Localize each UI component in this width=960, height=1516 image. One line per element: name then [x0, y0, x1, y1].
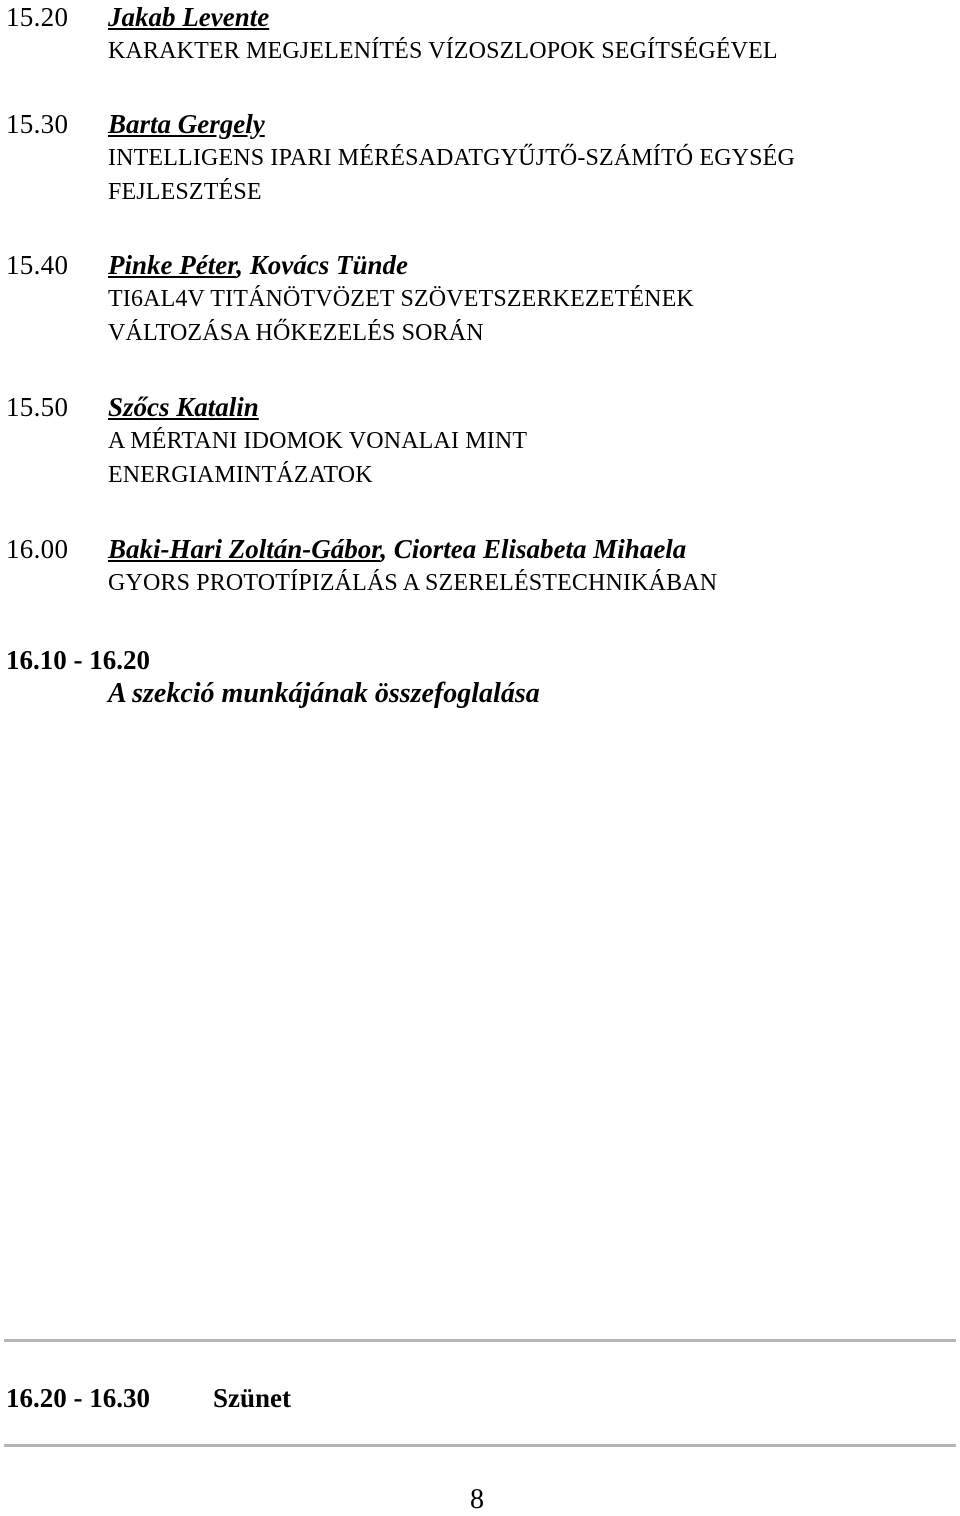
entry-authors	[108, 532, 686, 566]
entry-time: 15.20	[6, 2, 69, 32]
entry-title-line: INTELLIGENS IPARI MÉRÉSADATGYŰJTŐ-SZÁMÍTÓ EGYSÉG	[108, 145, 795, 171]
entry-authors	[108, 248, 408, 282]
entry-title-line: ENERGIAMINTÁZATOK	[108, 462, 373, 488]
entry-time: 15.40	[6, 250, 69, 280]
bottom-divider	[4, 1444, 956, 1447]
entry-title-line: A MÉRTANI IDOMOK VONALAI MINT	[108, 428, 528, 454]
entry-presenter: Pinke Péter	[108, 250, 237, 280]
entry-title-line: VÁLTOZÁSA HŐKEZELÉS SORÁN	[108, 320, 484, 346]
entry-presenter: Jakab Levente	[108, 2, 270, 32]
page-number: 8	[470, 1484, 484, 1515]
entry-coauthor: , Ciortea Elisabeta Mihaela	[380, 534, 687, 564]
closing-label: A szekció munkájának összefoglalása	[108, 678, 540, 709]
entry-authors	[108, 107, 265, 141]
entry-time: 16.00	[6, 534, 69, 564]
top-divider	[4, 1339, 956, 1342]
entry-title	[108, 566, 717, 600]
entry-title	[108, 424, 527, 492]
entry-title-line: TI6AL4V TITÁNÖTVÖZET SZÖVETSZERKEZETÉNEK	[108, 286, 694, 312]
entry-presenter: Baki-Hari Zoltán-Gábor	[108, 534, 381, 564]
entry-time: 15.30	[6, 109, 69, 139]
break-time-range: 16.20 - 16.30	[6, 1383, 150, 1413]
entry-coauthor: , Kovács Tünde	[236, 250, 408, 280]
entry-time: 15.50	[6, 392, 69, 422]
entry-title-line: FEJLESZTÉSE	[108, 179, 262, 205]
entry-title	[108, 282, 694, 350]
entry-authors	[108, 0, 269, 34]
entry-title	[108, 141, 795, 209]
entry-title	[108, 34, 778, 68]
break-label: Szünet	[213, 1383, 292, 1413]
entry-presenter: Barta Gergely	[108, 109, 265, 139]
entry-presenter: Szőcs Katalin	[108, 392, 259, 422]
closing-time-range: 16.10 - 16.20	[6, 645, 150, 675]
entry-authors	[108, 390, 259, 424]
entry-title-line: GYORS PROTOTÍPIZÁLÁS A SZERELÉSTECHNIKÁBAN	[108, 570, 718, 596]
entry-title-line: KARAKTER MEGJELENÍTÉS VÍZOSZLOPOK SEGÍTSÉGÉVEL	[108, 38, 778, 64]
